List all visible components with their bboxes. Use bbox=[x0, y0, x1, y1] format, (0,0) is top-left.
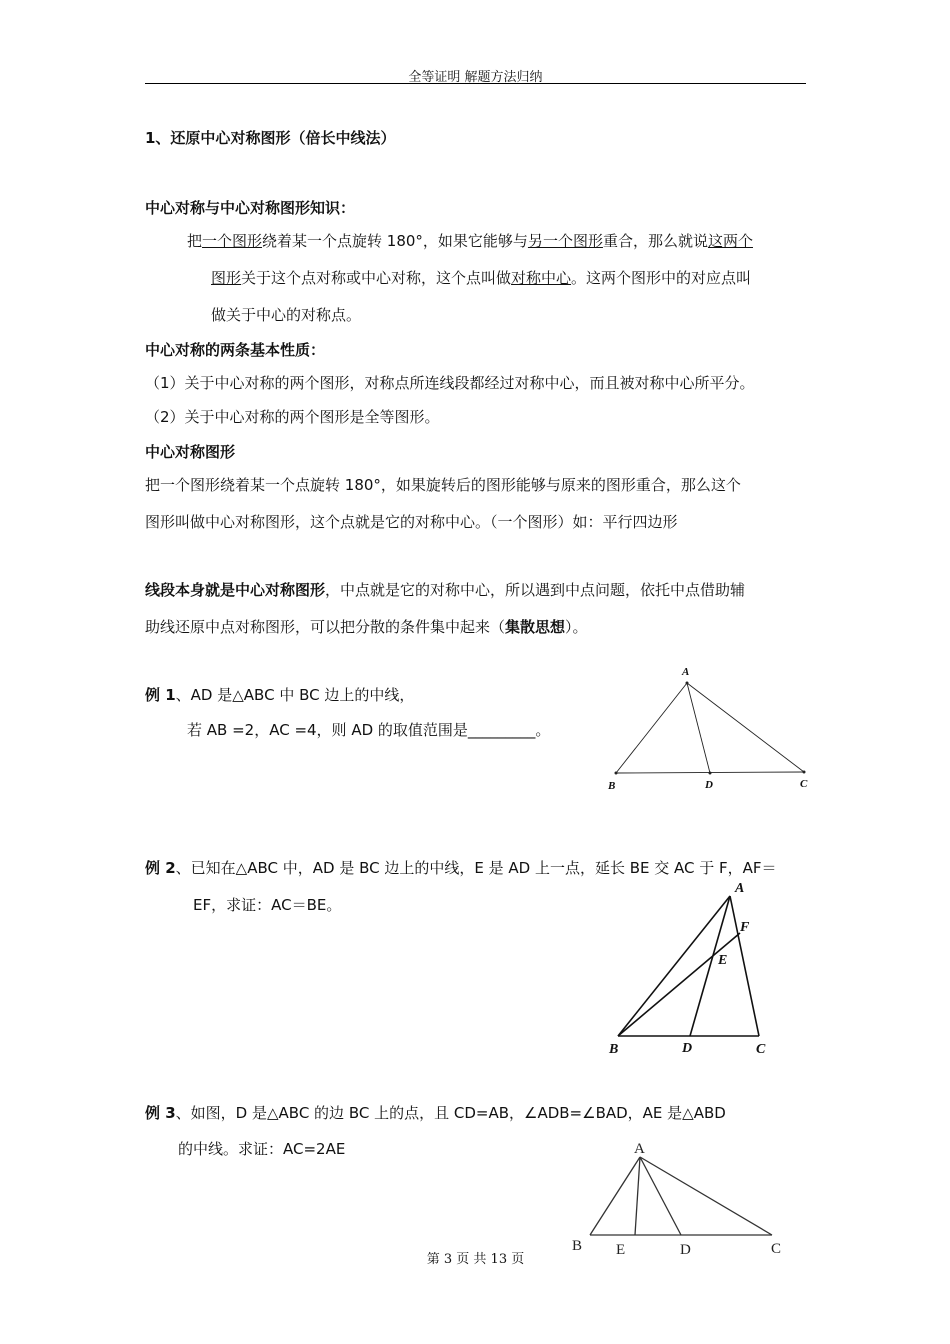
page-footer: 第 3 页 共 13 页 bbox=[426, 1252, 525, 1267]
properties-heading: 中心对称的两条基本性质： bbox=[145, 341, 326, 359]
label-f: F bbox=[740, 920, 750, 935]
page-header: 全等证明 解题方法归纳 bbox=[408, 70, 543, 85]
example-1-figure bbox=[600, 660, 820, 795]
label-a: A bbox=[682, 666, 690, 678]
figure-heading: 中心对称图形 bbox=[145, 443, 236, 461]
example-3-figure bbox=[565, 1135, 795, 1265]
property-1: （1）关于中心对称的两个图形，对称点所连线段都经过对称中心，而且被对称中心所平分。 bbox=[145, 374, 755, 392]
label-d: D bbox=[680, 1242, 691, 1258]
example-2-line-1: 例 2、已知在△ABC 中，AD 是 BC 边上的中线，E 是 AD 上一点，延长 BE 交 AC 于 F，AF＝ bbox=[145, 859, 777, 877]
header-rule bbox=[145, 83, 806, 84]
definition-line-3: 做关于中心的对称点。 bbox=[211, 306, 362, 324]
segment-line-2: 助线还原中点对称图形，可以把分散的条件集中起来（集散思想）。 bbox=[145, 618, 588, 636]
example-2-figure bbox=[600, 875, 800, 1060]
label-d: D bbox=[682, 1041, 693, 1056]
label-a: A bbox=[735, 881, 745, 896]
label-b: B bbox=[608, 780, 616, 792]
label-c: C bbox=[756, 1042, 766, 1057]
figure-definition-1: 把一个图形绕着某一个点旋转 180°，如果旋转后的图形能够与原来的图形重合，那么这个 bbox=[145, 476, 741, 494]
label-e: E bbox=[616, 1242, 626, 1258]
definition-line-1: 把一个图形绕着某一个点旋转 180°，如果它能够与另一个图形重合，那么就说这两个 bbox=[187, 232, 753, 250]
label-b: B bbox=[609, 1042, 619, 1057]
label-d: D bbox=[705, 779, 713, 791]
label-c: C bbox=[771, 1241, 782, 1257]
example-3-line-2: 的中线。求证：AC=2AE bbox=[178, 1140, 346, 1158]
label-a: A bbox=[634, 1141, 645, 1157]
property-2: （2）关于中心对称的两个图形是全等图形。 bbox=[145, 408, 440, 426]
figure-definition-2: 图形叫做中心对称图形，这个点就是它的对称中心。（一个图形）如：平行四边形 bbox=[145, 513, 678, 531]
example-3-line-1: 例 3、如图，D 是△ABC 的边 BC 上的点，且 CD=AB，∠ADB=∠BAD，AE 是△ABD bbox=[145, 1104, 726, 1122]
section-title: 1、还原中心对称图形（倍长中线法） bbox=[145, 129, 396, 147]
example-2-line-2: EF，求证：AC＝BE。 bbox=[193, 896, 342, 914]
example-1-line-2: 若 AB =2，AC =4，则 AD 的取值范围是_________。 bbox=[187, 721, 551, 739]
example-1-line-1: 例 1、AD 是△ABC 中 BC 边上的中线， bbox=[145, 686, 415, 704]
label-c: C bbox=[800, 778, 808, 790]
label-e: E bbox=[718, 953, 728, 968]
knowledge-heading: 中心对称与中心对称图形知识： bbox=[145, 199, 356, 217]
definition-line-2: 图形关于这个点对称或中心对称，这个点叫做对称中心。这两个图形中的对应点叫 bbox=[211, 269, 752, 287]
label-b: B bbox=[572, 1238, 583, 1254]
segment-line-1: 线段本身就是中心对称图形，中点就是它的对称中心，所以遇到中点问题，依托中点借助辅 bbox=[145, 581, 746, 599]
